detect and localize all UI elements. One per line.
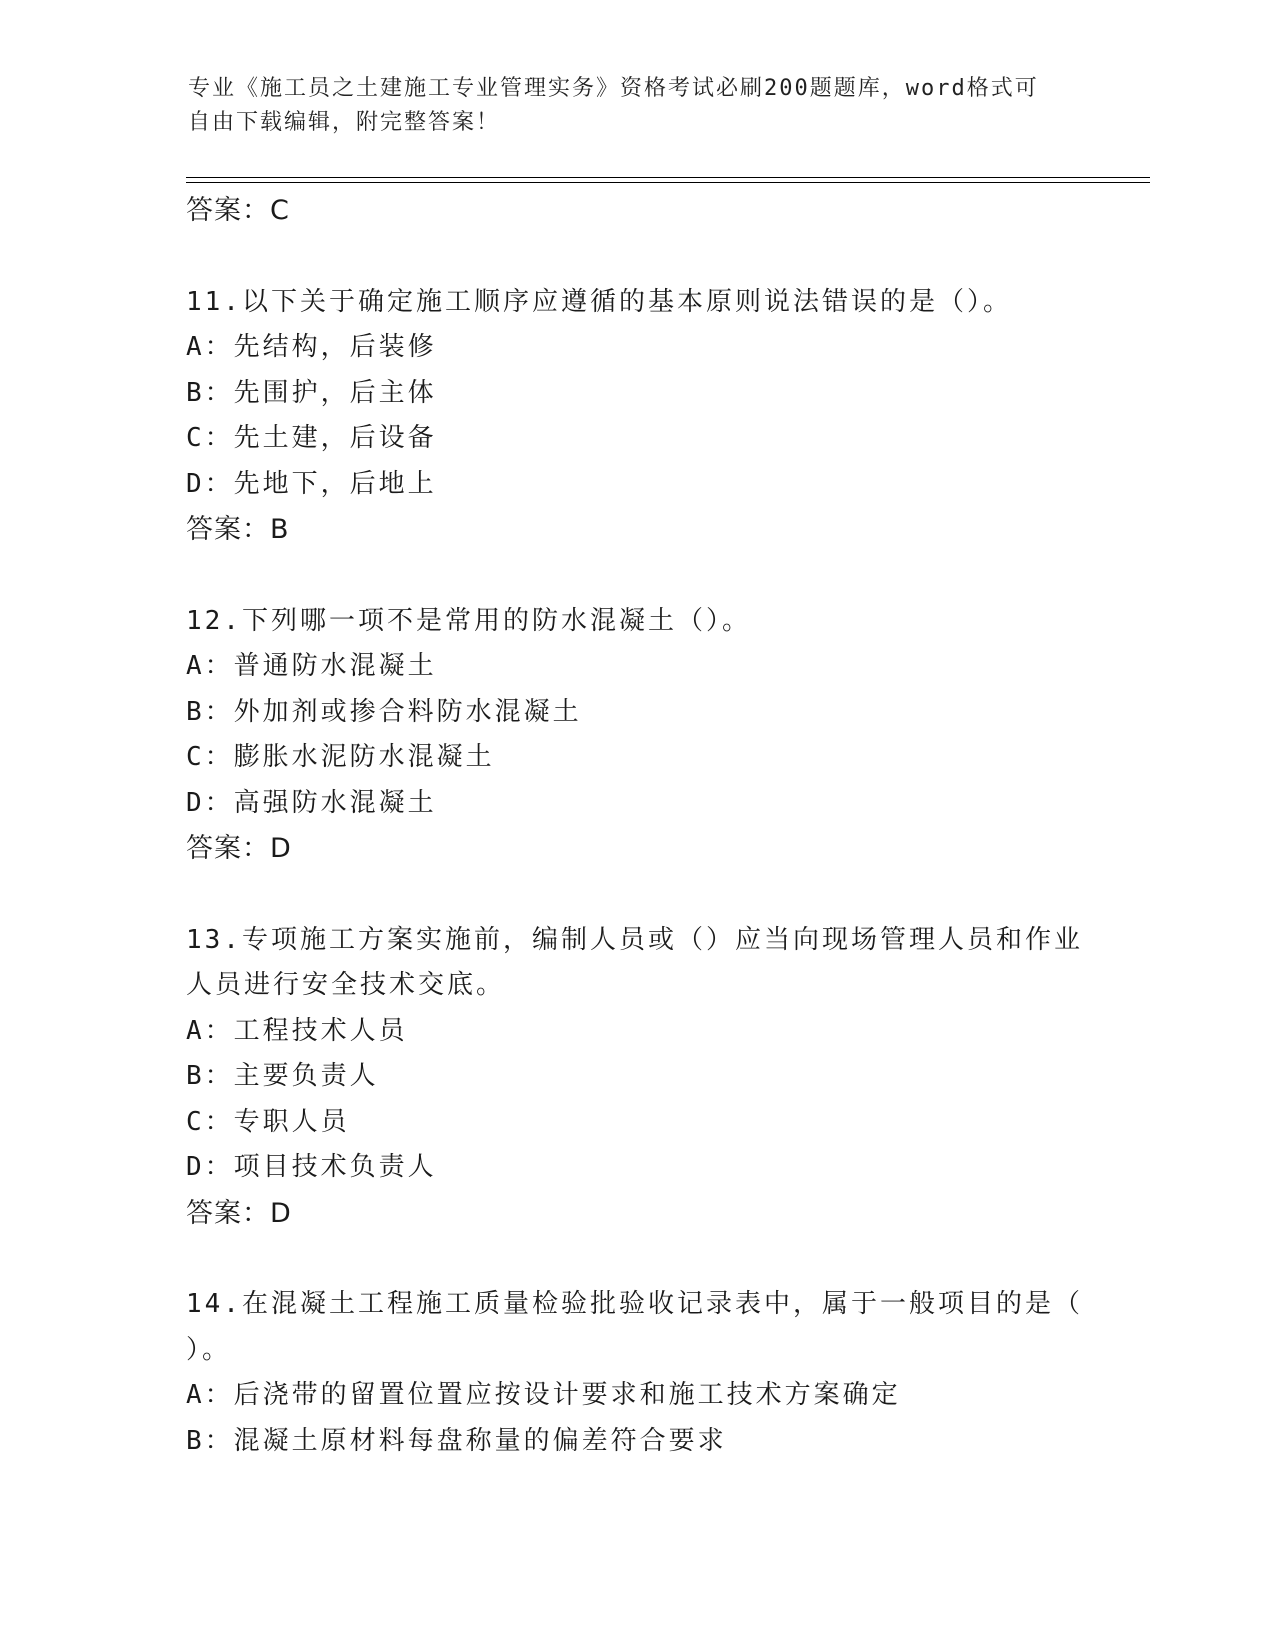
question-answer: 答案：B: [186, 514, 290, 545]
question-answer: 答案：D: [186, 1197, 292, 1229]
spacer: [186, 234, 1086, 280]
header-divider-top: [186, 177, 1150, 178]
question-11: [186, 280, 1086, 553]
header-title-line-2: 自由下载编辑，附完整答案！: [188, 110, 501, 135]
question-stem-line-2: 人员进行安全技术交底。: [186, 970, 506, 1000]
question-12: [186, 599, 1086, 872]
question-stem-line-1: 13.专项施工方案实施前，编制人员或（）应当向现场管理人员和作业: [186, 924, 1083, 955]
option-a: A：后浇带的留置位置应按设计要求和施工技术方案确定: [186, 1380, 901, 1410]
option-c: C：先土建，后设备: [186, 423, 437, 453]
option-d: D：高强防水混凝土: [186, 787, 437, 818]
question-stem: 11.以下关于确定施工顺序应遵循的基本原则说法错误的是（）。: [186, 286, 1012, 317]
question-stem-line-1: 14.在混凝土工程施工质量检验批验收记录表中，属于一般项目的是（: [186, 1289, 1083, 1319]
question-stem-line-2: ）。: [186, 1334, 232, 1365]
spacer: [186, 872, 1086, 918]
document-body: [186, 188, 1086, 1464]
previous-answer: 答案：C: [186, 195, 290, 226]
question-answer: 答案：D: [186, 833, 292, 864]
option-a: A：先结构，后装修: [186, 332, 437, 362]
option-b: B：先围护，后主体: [186, 377, 437, 408]
header-divider-bottom: [186, 182, 1150, 183]
option-c: C：专职人员: [186, 1106, 350, 1137]
option-a: A：工程技术人员: [186, 1015, 408, 1046]
spacer: [186, 1236, 1086, 1282]
option-d: D：项目技术负责人: [186, 1152, 437, 1182]
document-header: [188, 72, 1068, 140]
question-stem: 12.下列哪一项不是常用的防水混凝土（）。: [186, 605, 751, 636]
option-a: A：普通防水混凝土: [186, 651, 437, 681]
option-b: B：混凝土原材料每盘称量的偏差符合要求: [186, 1425, 727, 1456]
option-b: B：主要负责人: [186, 1061, 379, 1091]
question-14: [186, 1282, 1086, 1464]
question-13: [186, 918, 1086, 1237]
option-c: C：膨胀水泥防水混凝土: [186, 742, 495, 772]
header-title-line-1: 专业《施工员之土建施工专业管理实务》资格考试必刷200题题库，word格式可: [188, 76, 1039, 101]
spacer: [186, 553, 1086, 599]
option-b: B：外加剂或掺合料防水混凝土: [186, 696, 582, 727]
option-d: D：先地下，后地上: [186, 468, 437, 499]
